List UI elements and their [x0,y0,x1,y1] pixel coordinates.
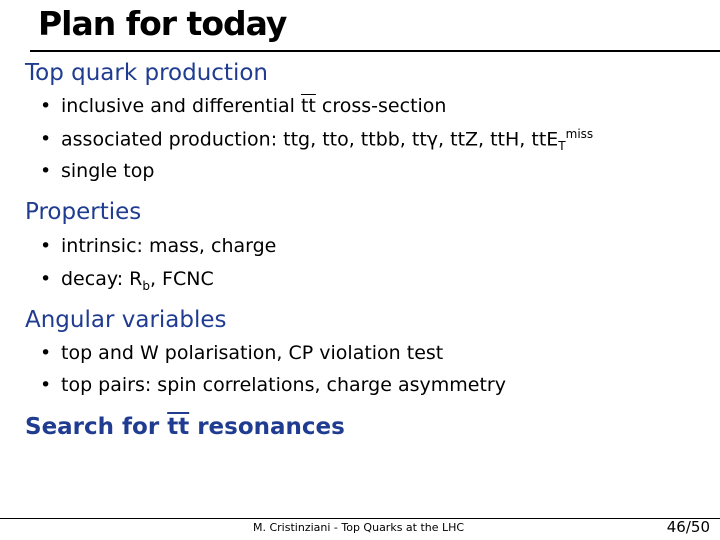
bullet-dot: • [40,128,52,151]
section-heading-top-quark-production: Top quark production [25,60,268,86]
ttbar-symbol: $\overline{tt}$ [167,414,190,440]
superscript-miss: miss [565,127,594,141]
bullet-text: ttg [283,128,311,151]
bullet-associated-production [40,127,593,153]
heading-text: resonances [189,414,345,440]
section-heading-search-resonances [25,414,345,440]
bullet-text: intrinsic: mass, charge [61,235,277,257]
bullet-dot: • [40,374,52,396]
bullet-text: cross-section [315,95,447,117]
subscript-t: T [558,139,566,154]
bullet-top-pairs [40,374,506,396]
bullet-intrinsic [40,235,276,257]
slide-title: Plan for today [38,4,287,43]
bullet-dot: • [40,268,52,290]
bullet-text: top pairs: spin correlations, charge asymmetry [61,374,506,396]
bullet-text: , FCNC [149,268,214,290]
footer-divider [0,518,720,519]
bullet-polarisation [40,342,443,364]
page-number: 46/50 [666,518,710,536]
bullet-dot: • [40,235,52,257]
bullet-dot: • [40,160,52,182]
title-divider [30,50,720,52]
bullet-decay [40,268,214,293]
bullet-text: single top [61,160,155,182]
bullet-text: associated production: [61,128,284,151]
bullet-text: , tto, ttbb, ttγ, ttZ, ttH, ttE [310,128,559,151]
bullet-inclusive-cross-section [40,95,446,117]
bullet-text: top and W polarisation, CP violation test [61,342,444,364]
bullet-dot: • [40,342,52,364]
ttbar-symbol: $\overline{tt}$ [300,95,316,117]
bullet-text: decay: R [61,268,143,290]
bullet-text: inclusive and differential [61,95,301,117]
subscript-b: b [142,278,150,293]
section-heading-angular-variables: Angular variables [25,307,227,333]
bullet-dot: • [40,95,52,117]
heading-text: Search for [25,414,168,440]
section-heading-properties: Properties [25,199,142,225]
footer-author: M. Cristinziani - Top Quarks at the LHC [253,521,465,534]
bullet-single-top [40,160,154,182]
